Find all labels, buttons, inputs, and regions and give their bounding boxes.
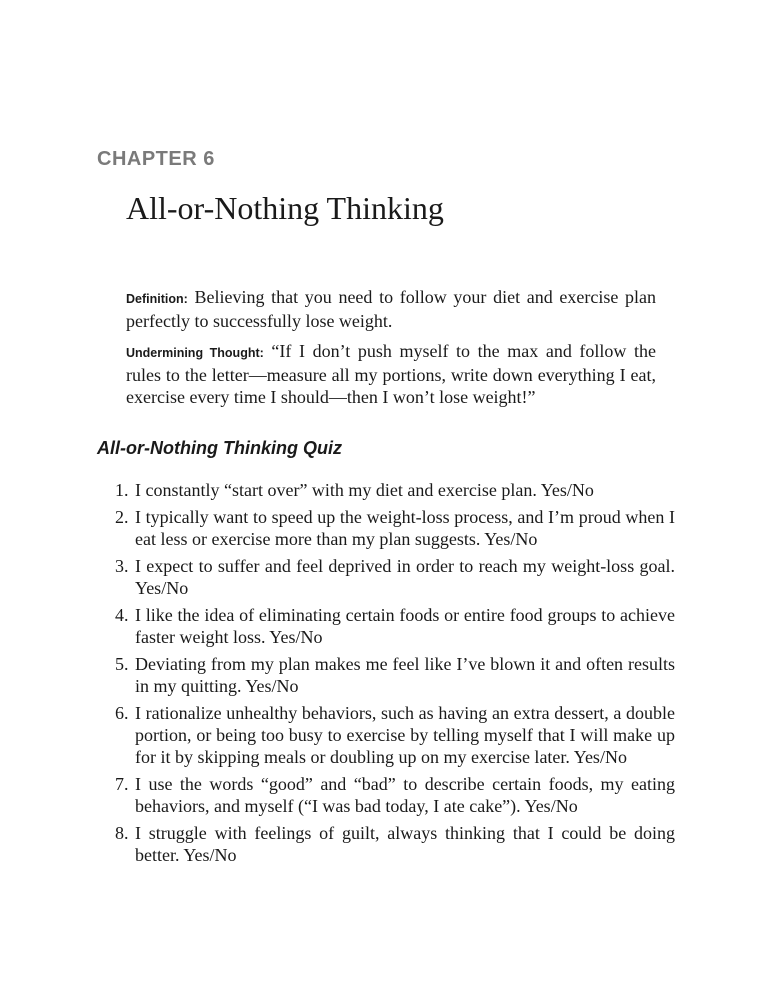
- quiz-item: [115, 604, 675, 648]
- quiz-item-text: Deviating from my plan makes me feel like I’ve blown it and often results in my quitting. Yes/No: [135, 654, 675, 696]
- quiz-item: [115, 773, 675, 817]
- quiz-item-number: 5.: [115, 654, 129, 674]
- chapter-label: CHAPTER 6: [97, 148, 215, 170]
- definition-paragraph: [126, 286, 656, 332]
- quiz-item-number: 6.: [115, 703, 129, 723]
- quiz-item: [115, 506, 675, 550]
- quiz-item-text: I like the idea of eliminating certain foods or entire food groups to achieve faster weight loss. Yes/No: [135, 605, 675, 647]
- chapter-title: All-or-Nothing Thinking: [126, 190, 444, 226]
- quiz-item-number: 3.: [115, 556, 129, 576]
- quiz-item: [115, 822, 675, 866]
- quiz-item-text: I expect to suffer and feel deprived in order to reach my weight-loss goal. Yes/No: [135, 556, 675, 598]
- quiz-item-number: 2.: [115, 507, 129, 527]
- undermining-thought-term: Undermining Thought:: [126, 346, 264, 360]
- quiz-item: [115, 653, 675, 697]
- quiz-item-number: 7.: [115, 774, 129, 794]
- quiz-item: [115, 702, 675, 768]
- quiz-item-text: I struggle with feelings of guilt, always thinking that I could be doing better. Yes/No: [135, 823, 675, 865]
- quiz-item-text: I typically want to speed up the weight-loss process, and I’m proud when I eat less or exercise more than my plan suggests. Yes/No: [135, 507, 675, 549]
- quiz-item: [115, 479, 675, 501]
- undermining-thought-paragraph: [126, 340, 656, 408]
- definition-text: Believing that you need to follow your diet and exercise plan perfectly to successfully lose weight.: [126, 287, 657, 331]
- quiz-item-number: 8.: [115, 823, 129, 843]
- quiz-item-number: 4.: [115, 605, 129, 625]
- quiz-item-text: I constantly “start over” with my diet and exercise plan. Yes/No: [135, 480, 594, 500]
- quiz-title: All-or-Nothing Thinking Quiz: [97, 438, 342, 458]
- quiz-item-number: 1.: [115, 480, 129, 500]
- quiz-item-text: I rationalize unhealthy behaviors, such as having an extra dessert, a double portion, or being too busy to exercise by telling myself that I will make up for it by skipping meals or doubling up on my exercise later. Yes/No: [135, 703, 675, 767]
- definition-term: Definition:: [126, 292, 188, 306]
- quiz-item-text: I use the words “good” and “bad” to describe certain foods, my eating behaviors, and myself (“I was bad today, I ate cake”). Yes/No: [135, 774, 675, 816]
- quiz-list: [115, 479, 675, 871]
- quiz-item: [115, 555, 675, 599]
- undermining-thought-text: “If I don’t push myself to the max and follow the rules to the letter—measure all my portions, write down everything I eat, exercise every time I should—then I won’t lose weight!”: [126, 341, 657, 407]
